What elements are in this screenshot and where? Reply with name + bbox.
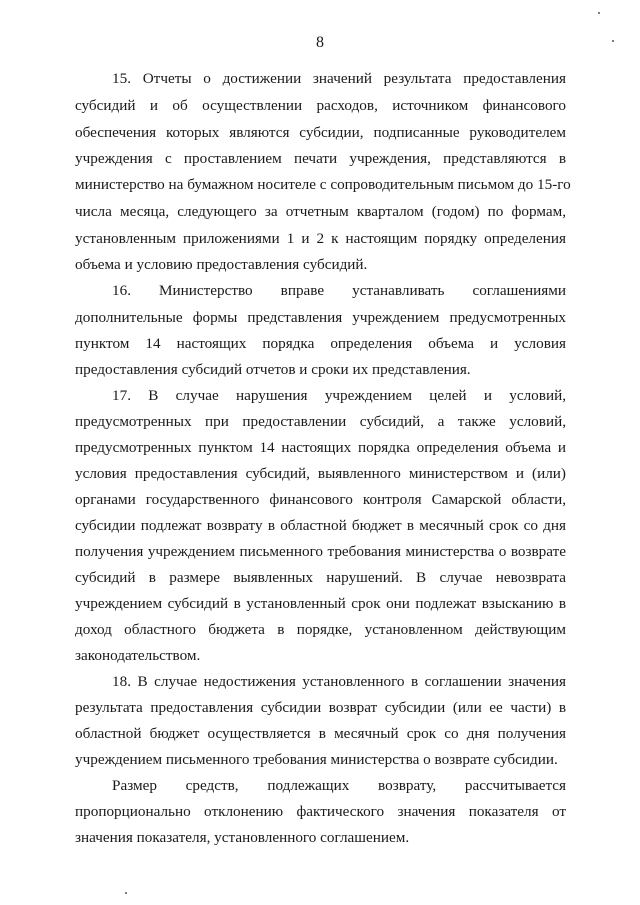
paragraph-17-line: субсидии подлежат возврату в областной бюджет в месячный срок со дня	[75, 517, 566, 534]
paragraph-15-line: установленным приложениями 1 и 2 к настоящим порядку определения	[75, 230, 566, 247]
paragraph-17-line: субсидий в размере выявленных нарушений. В случае невозврата	[75, 569, 566, 586]
scan-speck	[612, 40, 614, 42]
paragraph-17-line: законодательством.	[75, 647, 201, 664]
paragraph-15-line: субсидий и об осуществлении расходов, источником финансового	[75, 97, 566, 114]
paragraph-17-line: условия предоставления субсидий, выявленного министерством и (или)	[75, 465, 566, 482]
scan-speck	[125, 892, 127, 894]
paragraph-refund-line: Размер средств, подлежащих возврату, рассчитывается	[112, 777, 566, 794]
paragraph-17-line: органами государственного финансового контроля Самарской области,	[75, 491, 566, 508]
paragraph-15-line: числа месяца, следующего за отчетным кварталом (годом) по формам,	[75, 203, 566, 220]
paragraph-16-line: предоставления субсидий отчетов и сроки их представления.	[75, 361, 471, 378]
paragraph-18-line: учреждением письменного требования министерства о возврате субсидии.	[75, 751, 558, 768]
paragraph-17-line: предусмотренных пунктом 14 настоящих порядка определения объема и	[75, 439, 566, 456]
paragraph-16-line: 16. Министерство вправе устанавливать соглашениями	[112, 282, 566, 299]
paragraph-15-line: министерство на бумажном носителе с сопроводительным письмом до 15-го	[75, 176, 571, 193]
paragraph-18-line: 18. В случае недостижения установленного в соглашении значения	[112, 673, 566, 690]
paragraph-refund-line: значения показателя, установленного соглашением.	[75, 829, 410, 846]
scan-speck	[598, 12, 600, 14]
page-number: 8	[316, 34, 324, 51]
paragraph-15-line: объема и условию предоставления субсидий.	[75, 256, 368, 273]
paragraph-15-line: учреждения с проставлением печати учреждения, представляются в	[75, 150, 566, 167]
paragraph-18-line: областной бюджет осуществляется в месячный срок со дня получения	[75, 725, 566, 742]
paragraph-15-line: обеспечения которых являются субсидии, подписанные руководителем	[75, 124, 566, 141]
paragraph-18-line: результата предоставления субсидии возврат субсидии (или ее части) в	[75, 699, 566, 716]
paragraph-15-line: 15. Отчеты о достижении значений результата предоставления	[112, 70, 566, 87]
paragraph-17-line: учреждением субсидий в установленный срок они подлежат взысканию в	[75, 595, 566, 612]
paragraph-17-line: доход областного бюджета в порядке, установленном действующим	[75, 621, 566, 638]
paragraph-17-line: получения учреждением письменного требования министерства о возврате	[75, 543, 566, 560]
paragraph-16-line: пунктом 14 настоящих порядка определения объема и условия	[75, 335, 566, 352]
paragraph-16-line: дополнительные формы представления учреждением предусмотренных	[75, 309, 566, 326]
paragraph-17-line: 17. В случае нарушения учреждением целей и условий,	[112, 387, 566, 404]
paragraph-17-line: предусмотренных при предоставлении субсидий, а также условий,	[75, 413, 566, 430]
paragraph-refund-line: пропорционально отклонению фактического значения показателя от	[75, 803, 566, 820]
